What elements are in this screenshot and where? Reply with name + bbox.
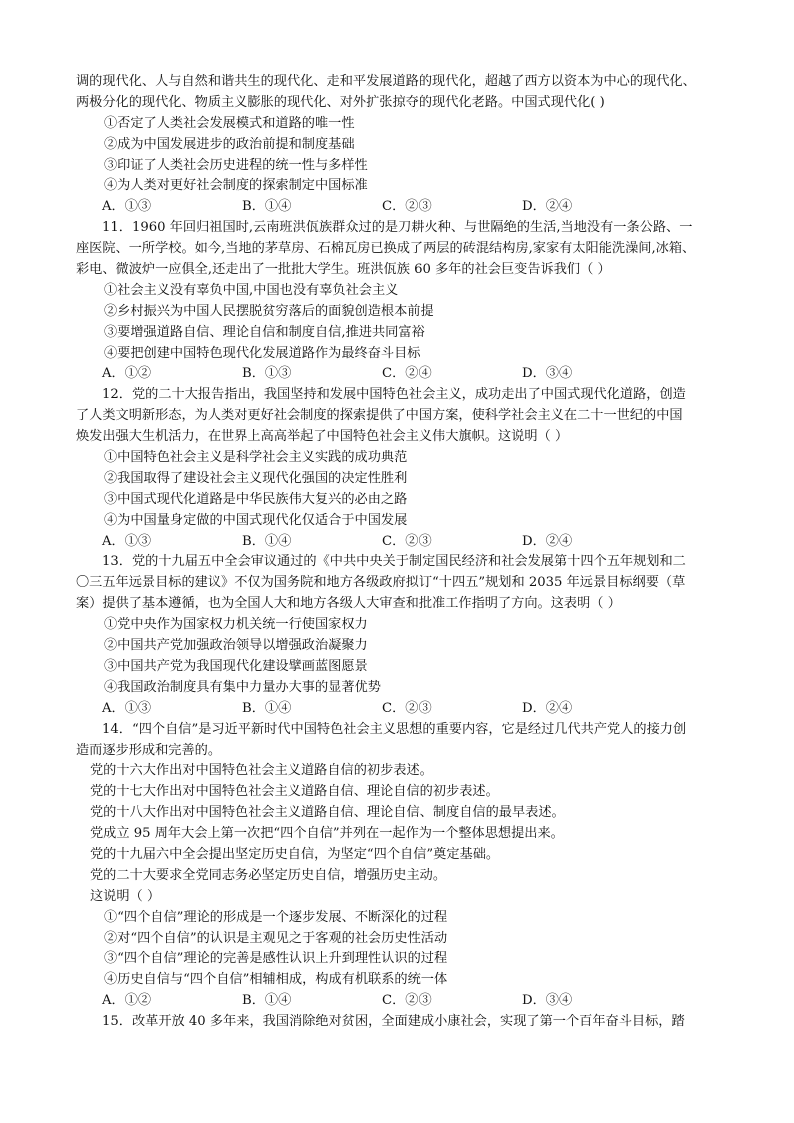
choice-c[interactable]: C．②④ <box>382 366 432 382</box>
question-11 <box>76 218 714 385</box>
choice-b[interactable]: B．①④ <box>242 993 292 1009</box>
material-statement: 党的十九届六中全会提出坚定历史自信，为坚定“四个自信”奠定基础。 <box>90 846 500 862</box>
option-statement: ④要把创建中国特色现代化发展道路作为最终奋斗目标 <box>104 345 421 361</box>
answer-choices <box>76 991 714 1012</box>
option-statement: ①“四个自信”理论的形成是一个逐步发展、不断深化的过程 <box>104 909 448 925</box>
option-statement: ③“四个自信”理论的完善是感性认识上升到理性认识的过程 <box>104 951 448 967</box>
choice-a[interactable]: A．①② <box>102 366 152 382</box>
answer-choices <box>76 699 714 720</box>
choice-d[interactable]: D．②④ <box>522 533 573 549</box>
choice-d[interactable]: D．③④ <box>522 993 573 1009</box>
question-text-line: 造而逐步形成和完善的。 <box>76 742 222 758</box>
question-text-line: 彩电、微波炉一应俱全,还走出了一批批大学生。班洪佤族 60 多年的社会巨变告诉我们（ ） <box>76 262 611 278</box>
choice-c[interactable]: C．②③ <box>382 533 432 549</box>
option-statement: ④为人类对更好社会制度的探索制定中国标准 <box>104 178 368 194</box>
choice-b[interactable]: B．①③ <box>242 366 292 382</box>
option-statement: ①否定了人类社会发展模式和道路的唯一性 <box>104 115 355 131</box>
question-text-line: 12．党的二十大报告指出，我国坚持和发展中国特色社会主义，成功走出了中国式现代化道路，创造 <box>102 387 686 403</box>
option-statement: ①中国特色社会主义是科学社会主义实践的成功典范 <box>104 450 408 466</box>
answer-choices <box>76 364 714 385</box>
question-text-line: 两极分化的现代化、物质主义膨胀的现代化、对外扩张掠夺的现代化老路。中国式现代化( ) <box>76 94 605 110</box>
option-statement: ③印证了人类社会历史进程的统一性与多样性 <box>104 157 368 173</box>
option-statement: ③中国式现代化道路是中华民族伟大复兴的必由之路 <box>104 491 408 507</box>
choice-a[interactable]: A．①③ <box>102 533 152 549</box>
material-statement: 党的十七大作出对中国特色社会主义道路自信、理论自信的初步表述。 <box>90 784 499 800</box>
material-statement: 党成立 95 周年大会上第一次把“四个自信”并列在一起作为一个整体思想提出来。 <box>90 826 564 842</box>
question-text-line: 座医院、一所学校。如今,当地的茅草房、石棉瓦房已换成了两层的砖混结构房,家家有太阳能洗澡间,冰箱、 <box>76 241 696 257</box>
question-10 <box>76 72 714 218</box>
choice-c[interactable]: C．②③ <box>382 700 432 716</box>
question-text-line: 〇三五年远景目标的建议》不仅为国务院和地方各级政府拟订“十四五”规划和 2035 年远景目标纲要（草 <box>76 575 686 591</box>
material-statement: 党的二十大要求全党同志务必坚定历史自信，增强历史主动。 <box>90 867 447 883</box>
answer-choices <box>76 197 714 218</box>
option-statement: ②中国共产党加强政治领导以增强政治凝聚力 <box>104 638 368 654</box>
question-prompt: 这说明（ ） <box>90 888 161 904</box>
choice-c[interactable]: C．②③ <box>382 199 432 215</box>
question-text-line: 调的现代化、人与自然和谐共生的现代化、走和平发展道路的现代化，超越了西方以资本为中心的现代化、 <box>76 74 696 89</box>
choice-c[interactable]: C．②③ <box>382 993 432 1009</box>
choice-a[interactable]: A．①② <box>102 993 152 1009</box>
option-statement: ③中国共产党为我国现代化建设擘画蓝图愿景 <box>104 658 368 674</box>
question-text-line: 案）提供了基本遵循，也为全国人大和地方各级人大审查和批准工作指明了方向。这表明（ ） <box>76 596 621 612</box>
question-13 <box>76 552 714 719</box>
option-statement: ①党中央作为国家权力机关统一行使国家权力 <box>104 617 368 633</box>
choice-d[interactable]: D．②④ <box>522 700 573 716</box>
choice-b[interactable]: B．①④ <box>242 533 292 549</box>
choice-b[interactable]: B．①④ <box>242 199 292 215</box>
choice-d[interactable]: D．②④ <box>522 199 573 215</box>
option-statement: ②乡村振兴为中国人民摆脱贫穷落后的面貌创造根本前提 <box>104 303 434 319</box>
question-15 <box>76 1012 714 1033</box>
option-statement: ②成为中国发展进步的政治前提和制度基础 <box>104 136 355 152</box>
question-12 <box>76 385 714 552</box>
option-statement: ①社会主义没有辜负中国,中国也没有辜负社会主义 <box>104 282 399 298</box>
question-text-line: 11．1960 年回归祖国时,云南班洪佤族群众过的是刀耕火种、与世隔绝的生活,当地没有一条公路、一 <box>102 220 693 236</box>
material-statement: 党的十六大作出对中国特色社会主义道路自信的初步表述。 <box>90 763 433 779</box>
question-text-line: 了人类文明新形态，为人类对更好社会制度的探索提供了中国方案，使科学社会主义在二十一世纪的中国 <box>76 408 683 424</box>
option-statement: ④为中国量身定做的中国式现代化仅适合于中国发展 <box>104 512 408 528</box>
answer-choices <box>76 532 714 553</box>
question-text-line: 14．“四个自信”是习近平新时代中国特色社会主义思想的重要内容，它是经过几代共产党人的接力创 <box>102 721 687 737</box>
choice-a[interactable]: A．①③ <box>102 700 152 716</box>
option-statement: ②我国取得了建设社会主义现代化强国的决定性胜利 <box>104 470 408 486</box>
choice-d[interactable]: D．③④ <box>522 366 573 382</box>
question-14 <box>76 720 714 1012</box>
question-text-line: 13．党的十九届五中全会审议通过的《中共中央关于制定国民经济和社会发展第十四个五年规划和二 <box>102 554 686 570</box>
choice-a[interactable]: A．①③ <box>102 199 152 215</box>
option-statement: ③要增强道路自信、理论自信和制度自信,推进共同富裕 <box>104 324 425 340</box>
question-text-line: 15．改革开放 40 多年来，我国消除绝对贫困，全面建成小康社会，实现了第一个百年奋斗目标，踏 <box>102 1014 685 1030</box>
option-statement: ④历史自信与“四个自信”相辅相成，构成有机联系的统一体 <box>104 972 448 988</box>
option-statement: ②对“四个自信”的认识是主观见之于客观的社会历史性活动 <box>104 930 448 946</box>
choice-b[interactable]: B．①④ <box>242 700 292 716</box>
question-text-line: 焕发出强大生机活力，在世界上高高举起了中国特色社会主义伟大旗帜。这说明（ ） <box>76 429 569 445</box>
option-statement: ④我国政治制度具有集中力量办大事的显著优势 <box>104 679 381 695</box>
material-statement: 党的十八大作出对中国特色社会主义道路自信、理论自信、制度自信的最早表述。 <box>90 805 565 821</box>
